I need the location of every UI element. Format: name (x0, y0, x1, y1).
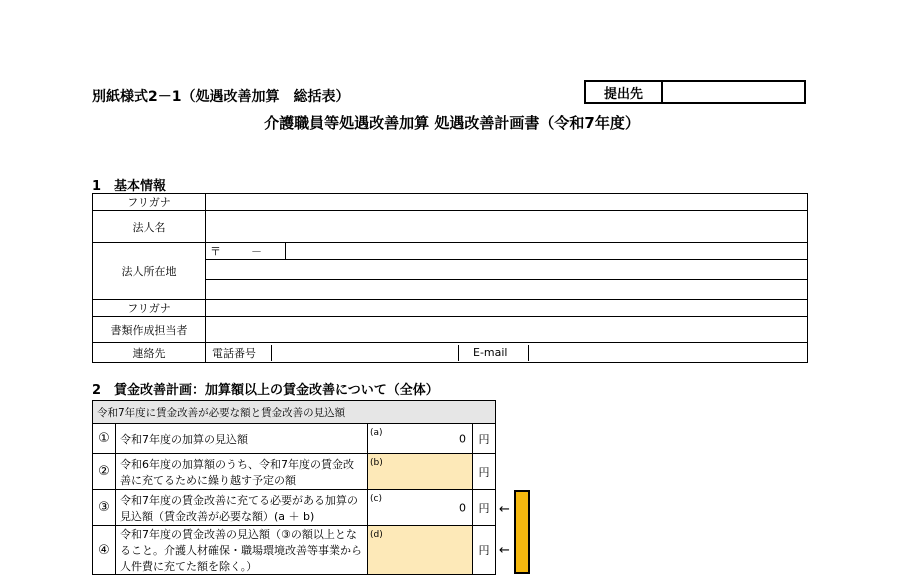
person-furigana-input[interactable] (206, 300, 808, 317)
corp-address-label: 法人所在地 (93, 243, 206, 300)
wage-plan-table (92, 400, 496, 575)
address-line1-input[interactable] (206, 260, 808, 280)
row-number: ② (93, 454, 116, 490)
highlight-bar (514, 490, 530, 574)
phone-label: 電話番号 (206, 345, 272, 361)
postal-row (206, 243, 808, 260)
arrow-left-icon: ← (499, 543, 510, 558)
section1-title: 1 基本情報 (92, 179, 167, 194)
unit-label: 円 (473, 490, 496, 526)
row-label: 令和7年度の賃金改善の見込額（③の額以上となること。介護人材確保・職場環境改善等事業から人件費に充てた額を除く。） (116, 526, 368, 575)
recipient-input[interactable] (663, 82, 804, 102)
row-number: ① (93, 424, 116, 454)
email-label: E-mail (459, 345, 529, 361)
section2-title: 2 賃金改善計画：加算額以上の賃金改善について（全体） (92, 383, 439, 398)
row-number: ④ (93, 526, 116, 575)
form-code: 別紙様式2－1（処遇改善加算 総括表） (92, 89, 350, 105)
plan-row-2 (93, 454, 496, 490)
value-tag: (c) (370, 494, 382, 504)
recipient-label: 提出先 (586, 82, 663, 102)
person-furigana-label: フリガナ (93, 300, 206, 317)
basic-info-table (92, 193, 808, 363)
corp-name-input[interactable] (206, 211, 808, 243)
row-number: ③ (93, 490, 116, 526)
postal-dash: － (251, 245, 262, 258)
corp-name-label: 法人名 (93, 211, 206, 243)
corp-furigana-input[interactable] (206, 194, 808, 211)
plan-row-3 (93, 490, 496, 526)
value-a-field (368, 424, 473, 454)
document-title-text: 介護職員等処遇改善加算 処遇改善計画書（令和7年度） (264, 114, 640, 132)
unit-label: 円 (473, 526, 496, 575)
email-input[interactable] (529, 345, 807, 361)
value-tag: (d) (370, 530, 383, 540)
unit-label: 円 (473, 454, 496, 490)
value-text: 0 (459, 501, 466, 514)
value-tag: (a) (370, 428, 383, 438)
plan-row-1 (93, 424, 496, 454)
contact-label: 連絡先 (93, 343, 206, 363)
postal-mark: 〒 (210, 245, 221, 258)
value-tag: (b) (370, 458, 383, 468)
recipient-box (584, 80, 806, 104)
value-b-input[interactable] (368, 454, 473, 490)
plan-row-4 (93, 526, 496, 575)
contact-row (206, 343, 808, 363)
value-text: 0 (459, 432, 466, 445)
address-line2-input[interactable] (206, 280, 808, 300)
document-title (0, 112, 904, 133)
plan-table-header: 令和7年度に賃金改善が必要な額と賃金改善の見込額 (93, 401, 496, 424)
postal-spacer (286, 243, 807, 259)
furigana-label: フリガナ (93, 194, 206, 211)
row-label: 令和7年度の賃金改善に充てる必要がある加算の見込額（賃金改善が必要な額）(a ＋ b) (116, 490, 368, 526)
preparer-input[interactable] (206, 317, 808, 343)
row-label: 令和6年度の加算額のうち、令和7年度の賃金改善に充てるために繰り越す予定の額 (116, 454, 368, 490)
preparer-label: 書類作成担当者 (93, 317, 206, 343)
value-c-field (368, 490, 473, 526)
arrow-left-icon: ← (499, 502, 510, 517)
postal-code-input[interactable] (206, 243, 286, 259)
unit-label: 円 (473, 424, 496, 454)
phone-input[interactable] (272, 345, 459, 361)
row-label: 令和7年度の加算の見込額 (116, 424, 368, 454)
value-d-input[interactable] (368, 526, 473, 575)
